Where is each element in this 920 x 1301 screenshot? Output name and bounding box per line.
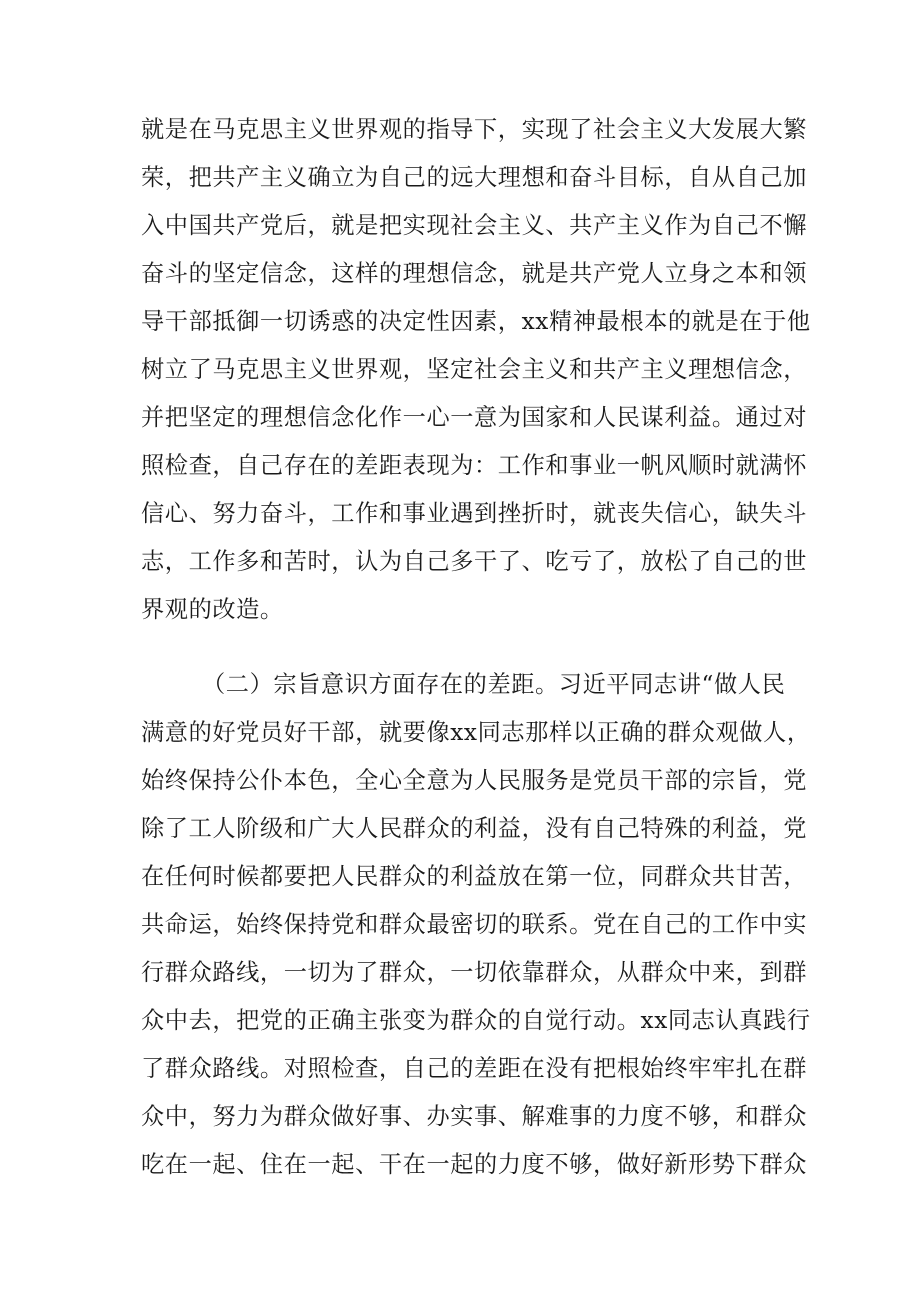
paragraph1-line: 界观的改造。	[141, 596, 284, 623]
paragraph1-line: 奋斗的坚定信念，这样的理想信念，就是共产党人立身之本和领	[141, 260, 808, 287]
paragraph1-line: 照检查，自己存在的差距表现为：工作和事业一帆风顺时就满怀	[141, 452, 808, 479]
paragraph1-line: 志，工作多和苦时，认为自己多干了、吃亏了，放松了自己的世	[141, 548, 808, 575]
paragraph1-line: 就是在马克思主义世界观的指导下，实现了社会主义大发展大繁	[141, 116, 808, 143]
paragraph1-line: 信心、努力奋斗，工作和事业遇到挫折时，就丧失信心，缺失斗	[141, 500, 808, 527]
paragraph2-line: 众中去，把党的正确主张变为群众的自觉行动。xx同志认真践行	[141, 1007, 811, 1034]
paragraph2-line: 吃在一起、住在一起、干在一起的力度不够，做好新形势下群众	[141, 1151, 808, 1178]
paragraph1-line: 树立了马克思主义世界观，坚定社会主义和共产主义理想信念，	[141, 356, 808, 383]
paragraph1-line: 并把坚定的理想信念化作一心一意为国家和人民谋利益。通过对	[141, 404, 808, 431]
paragraph1-line: 入中国共产党后，就是把实现社会主义、共产主义作为自己不懈	[141, 212, 808, 239]
paragraph2-line: 了群众路线。对照检查，自己的差距在没有把根始终牢牢扎在群	[141, 1055, 808, 1082]
paragraph2-line: 满意的好党员好干部，就要像xx同志那样以正确的群众观做人，	[141, 719, 811, 746]
paragraph2-line: 众中，努力为群众做好事、办实事、解难事的力度不够，和群众	[141, 1103, 808, 1130]
paragraph2-line: 共命运，始终保持党和群众最密切的联系。党在自己的工作中实	[141, 911, 808, 938]
paragraph2-line: 行群众路线，一切为了群众，一切依靠群众，从群众中来，到群	[141, 959, 808, 986]
paragraph2-line: （二）宗旨意识方面存在的差距。习近平同志讲“做人民	[202, 671, 786, 698]
paragraph2-line: 除了工人阶级和广大人民群众的利益，没有自己特殊的利益，党	[141, 815, 808, 842]
paragraph1-line: 导干部抵御一切诱惑的决定性因素，xx精神最根本的就是在于他	[141, 308, 811, 335]
paragraph1-line: 荣，把共产主义确立为自己的远大理想和奋斗目标，自从自己加	[141, 164, 808, 191]
paragraph2-line: 在任何时候都要把人民群众的利益放在第一位，同群众共甘苦，	[141, 863, 808, 890]
paragraph2-line: 始终保持公仆本色，全心全意为人民服务是党员干部的宗旨，党	[141, 767, 808, 794]
